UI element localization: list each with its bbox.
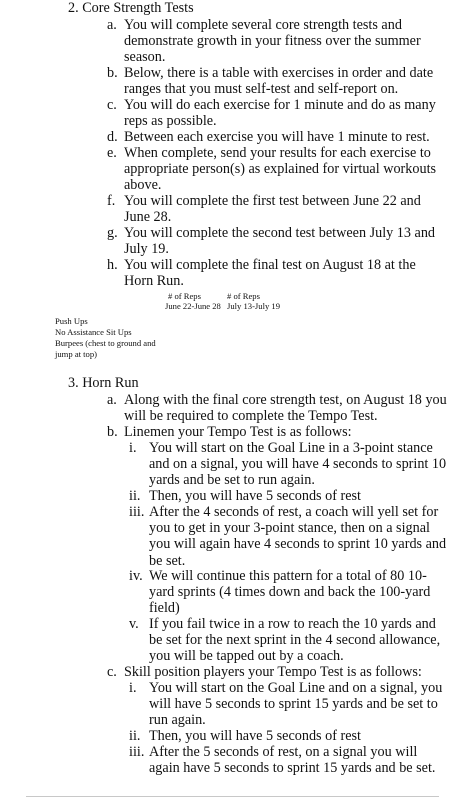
section-heading-horn-run: 3. Horn Run <box>68 375 139 391</box>
list-item: c. Skill position players your Tempo Test is as follows: <box>107 664 422 680</box>
list-item: h. You will complete the final test on August 18 at the Horn Run. <box>107 257 416 290</box>
list-item: e. When complete, send your results for each exercise to appropriate person(s) as explained for virtual workouts above. <box>107 145 437 194</box>
list-item: iv. We will continue this pattern for a total of 80 10-yard sprints (4 times down and back the 100-yard field) <box>129 568 431 617</box>
list-item: ii. Then, you will have 5 seconds of rest <box>129 728 361 744</box>
list-item: ii. Then, you will have 5 seconds of rest <box>129 488 361 504</box>
list-item: f. You will complete the first test between June 22 and June 28. <box>107 193 421 226</box>
list-item: c. You will do each exercise for 1 minute and do as many reps as possible. <box>107 97 436 130</box>
list-item: a. Along with the final core strength test, on August 18 you will be required to complete the Tempo Test. <box>107 392 447 425</box>
table-row-label: Burpees (chest to ground and jump at top) <box>55 338 156 359</box>
table-col2-date: July 13-July 19 <box>227 301 280 311</box>
table-row-label: Push Ups <box>55 316 88 326</box>
list-item: v. If you fail twice in a row to reach the 10 yards and be set for the next sprint in the 4 second allowance, you will be tapped out by a coach. <box>129 616 441 665</box>
page-bottom-edge <box>26 796 439 797</box>
section-heading-core-strength: 2. Core Strength Tests <box>68 0 194 16</box>
list-item: b. Below, there is a table with exercises in order and date ranges that you must self-test and self-report on. <box>107 65 434 98</box>
list-item: g. You will complete the second test between July 13 and July 19. <box>107 225 436 258</box>
list-item: i. You will start on the Goal Line in a 3-point stance and on a signal, you will have 4 seconds to sprint 10 yards and be set to run again. <box>129 440 447 489</box>
table-col1-header: # of Reps <box>168 291 201 301</box>
list-item: i. You will start on the Goal Line and on a signal, you will have 5 seconds to sprint 15 yards and be set to run again. <box>129 680 443 729</box>
list-item: b. Linemen your Tempo Test is as follows: <box>107 424 352 440</box>
table-col1-date: June 22-June 28 <box>165 301 221 311</box>
list-item: iii. After the 4 seconds of rest, a coach will yell set for you to get in your 3-point stance, then on a signal you will again have 4 seconds to sprint 10 yards and be set. <box>129 504 447 569</box>
table-row-label: No Assistance Sit Ups <box>55 327 132 337</box>
list-item: a. You will complete several core strength tests and demonstrate growth in your fitness over the summer season. <box>107 17 421 66</box>
table-col2-header: # of Reps <box>227 291 260 301</box>
list-item: iii. After the 5 seconds of rest, on a signal you will again have 5 seconds to sprint 15 yards and be set. <box>129 744 436 777</box>
list-item: d. Between each exercise you will have 1 minute to rest. <box>107 129 430 145</box>
